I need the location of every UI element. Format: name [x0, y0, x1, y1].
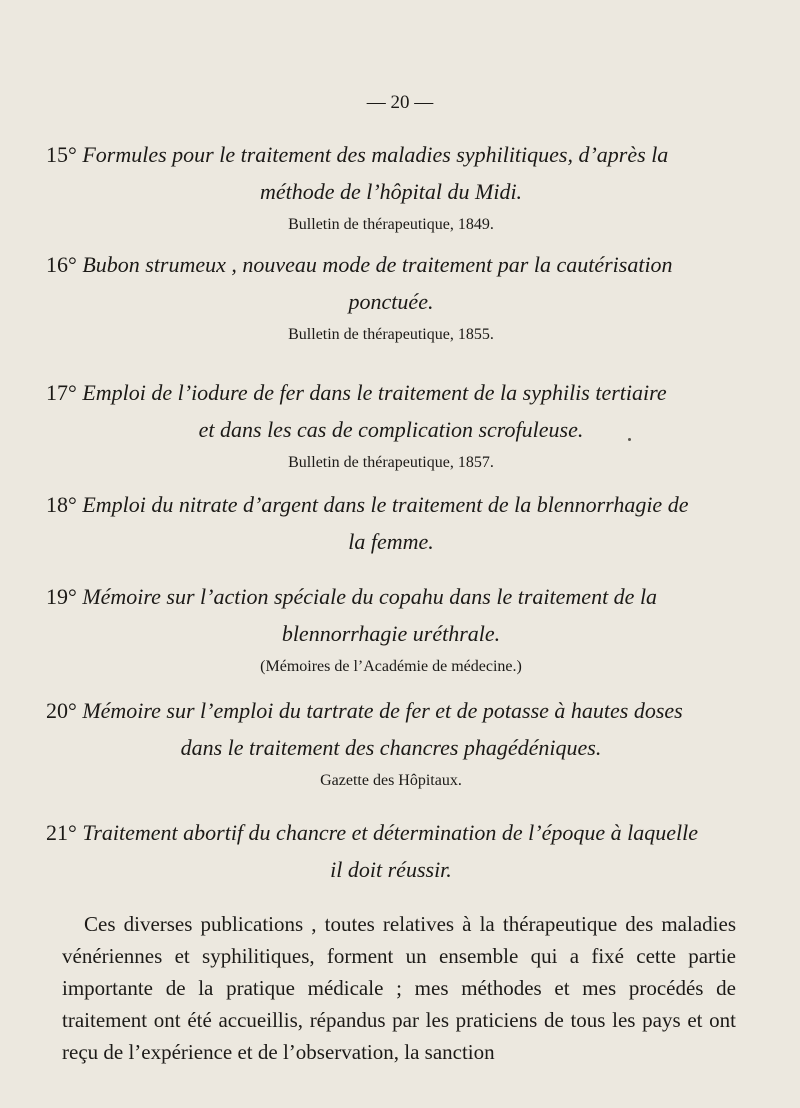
ink-speck	[628, 438, 631, 441]
entry-title	[46, 692, 736, 766]
list-item	[46, 692, 736, 790]
entry-title-line1: Mémoire sur l’action spéciale du copahu dans le traitement de la	[82, 584, 658, 609]
entry-title-line1: Emploi du nitrate d’argent dans le traitement de la blennorrhagie de	[82, 492, 689, 517]
entry-source: Gazette des Hôpitaux.	[320, 772, 462, 789]
entry-title-line2: la femme.	[348, 529, 434, 554]
entry-title	[46, 578, 736, 652]
list-item	[46, 578, 736, 676]
entry-number: 20°	[46, 698, 77, 723]
entry-title	[46, 136, 736, 210]
entry-title-line2: dans le traitement des chancres phagédéniques.	[180, 735, 602, 760]
entry-number: 21°	[46, 820, 77, 845]
entry-number: 17°	[46, 380, 77, 405]
entry-title-line1: Mémoire sur l’emploi du tartrate de fer et de potasse à hautes doses	[82, 698, 683, 723]
entry-title	[46, 374, 736, 448]
closing-paragraph: Ces diverses publications , toutes relatives à la thérapeutique des maladies vénériennes et syphilitiques, forment un ensemble qui a fixé cette partie importante de la pratique médicale ; mes méthodes et mes procédés de traitement ont été accueillis, répandus par les praticiens de tous les pays et ont reçu de l’expérience et de l’observation, la sanction	[62, 912, 736, 1064]
entry-title	[46, 486, 736, 560]
entry-title-line2: ponctuée.	[348, 289, 434, 314]
entry-title	[46, 246, 736, 320]
entry-title-line2: et dans les cas de complication scrofuleuse.	[198, 417, 584, 442]
list-item	[46, 374, 736, 472]
entry-source: (Mémoires de l’Académie de médecine.)	[260, 658, 522, 675]
entry-number: 15°	[46, 142, 77, 167]
entry-title-line1: Traitement abortif du chancre et détermination de l’époque à laquelle	[82, 820, 698, 845]
entry-title-line2: méthode de l’hôpital du Midi.	[259, 179, 523, 204]
list-item	[46, 486, 736, 560]
entry-title-line2: il doit réussir.	[330, 857, 452, 882]
entry-number: 19°	[46, 584, 77, 609]
entry-title	[46, 814, 736, 888]
entry-title-line1: Emploi de l’iodure de fer dans le traitement de la syphilis tertiaire	[82, 380, 667, 405]
list-item	[46, 814, 736, 888]
entry-source: Bulletin de thérapeutique, 1855.	[288, 326, 494, 343]
page-number: — 20 —	[366, 92, 434, 113]
entry-title-line1: Bubon strumeux , nouveau mode de traitement par la cautérisation	[82, 252, 673, 277]
list-item	[46, 246, 736, 344]
entry-number: 18°	[46, 492, 77, 517]
entry-number: 16°	[46, 252, 77, 277]
entry-source: Bulletin de thérapeutique, 1857.	[288, 454, 494, 471]
entry-title-line1: Formules pour le traitement des maladies syphilitiques, d’après la	[82, 142, 669, 167]
list-item	[46, 136, 736, 234]
entry-source: Bulletin de thérapeutique, 1849.	[288, 216, 494, 233]
entry-title-line2: blennorrhagie uréthrale.	[281, 621, 501, 646]
